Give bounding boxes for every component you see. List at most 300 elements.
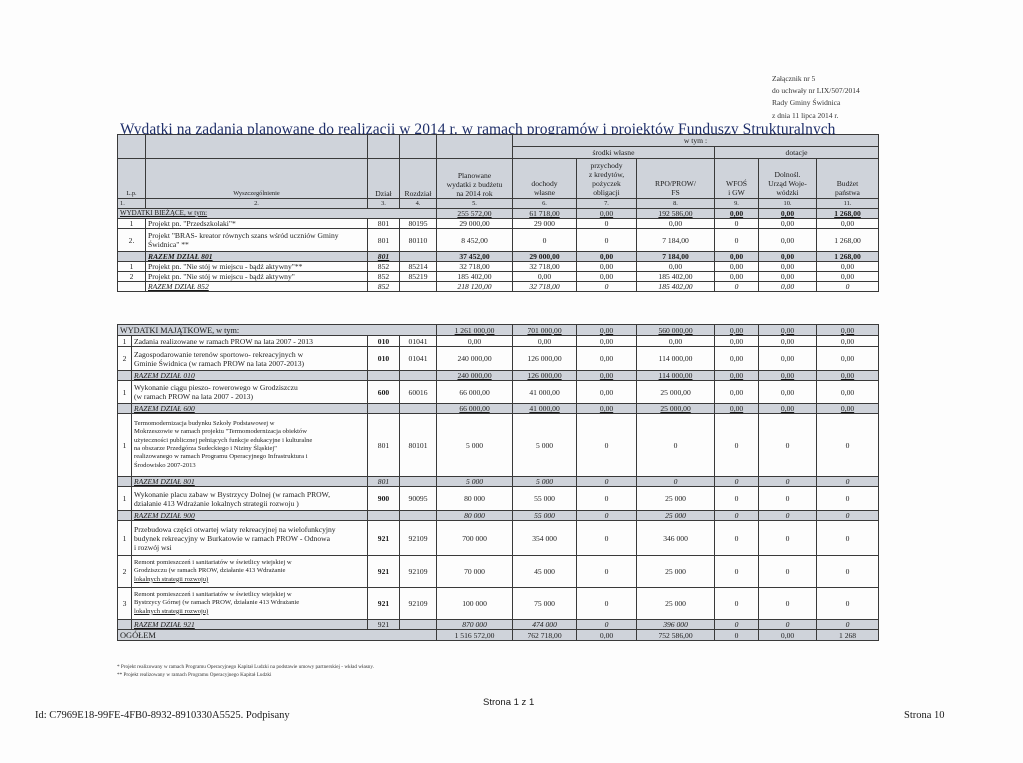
row-dzial: 921 xyxy=(368,620,400,630)
cell-value: 0 xyxy=(715,556,759,588)
row-name: Zadania realizowane w ramach PROW na lata 2007 - 2013 xyxy=(132,336,368,347)
row-name-line: Przebudowa części otwartej wiaty rekreacyjnej na wielofunkcyjny xyxy=(134,524,336,534)
cell-value: 0 xyxy=(577,487,637,511)
grand-total-row xyxy=(118,630,879,641)
cell-value: 0,00 xyxy=(817,272,879,282)
cell-value: 114 000,00 xyxy=(637,371,715,381)
cell-value: 61 718,00 xyxy=(513,209,577,219)
cell-value: 0 xyxy=(715,487,759,511)
row-rozdzial: 80195 xyxy=(400,219,437,229)
row-name-line: Remont pomieszczeń i sanitariatów w świetlicy wiejskiej w xyxy=(134,590,292,598)
cell-value: 701 000,00 xyxy=(513,325,577,336)
cell-value: 0,00 xyxy=(637,219,715,229)
header-w-tym: w tym : xyxy=(513,135,879,147)
cell-value: 126 000,00 xyxy=(513,347,577,371)
row-rozdzial: 85214 xyxy=(400,262,437,272)
row-name xyxy=(132,414,368,477)
cell-value: 32 718,00 xyxy=(437,262,513,272)
row-name-line: użyteczności publicznej pełniących funkcje edukacyjne i kulturalne xyxy=(134,436,313,444)
row-rozdzial: 01041 xyxy=(400,336,437,347)
row-lp: 1 xyxy=(118,381,132,404)
header-text: wydatki z budżetu xyxy=(446,180,503,189)
cell-value: 55 000 xyxy=(513,511,577,521)
cell-value: 0,00 xyxy=(759,325,817,336)
row-name-line: i rozwój wsi xyxy=(134,542,172,552)
header-text: przychody xyxy=(590,160,623,170)
col-num: 11. xyxy=(817,199,879,209)
cell-value: 1 268 xyxy=(817,630,879,641)
cell-value: 0,00 xyxy=(817,336,879,347)
row-name xyxy=(132,556,368,588)
row-name: Projekt pn. "Przedszkolaki"* xyxy=(146,219,368,229)
row-name: Projekt "BRAS- kreator równych szans wśród uczniów Gminy Świdnica" ** xyxy=(146,229,368,252)
attachment-line: z dnia 11 lipca 2014 r. xyxy=(772,110,839,120)
row-name xyxy=(132,521,368,556)
cell-value: 0,00 xyxy=(715,371,759,381)
cell-value: 0 xyxy=(715,477,759,487)
table-row xyxy=(118,381,879,404)
row-lp: 1 xyxy=(118,487,132,511)
cell-value: 0,00 xyxy=(759,262,817,272)
footnote: ** Projekt realizowany w ramach Programu Operacyjnego Kapitał Ludzki xyxy=(117,671,272,678)
current-expenditures-table xyxy=(117,134,879,292)
cell-value: 0 xyxy=(577,511,637,521)
cell-value: 0,00 xyxy=(715,252,759,262)
header-text: FS xyxy=(671,187,680,197)
header-srodki-wlasne: środki własne xyxy=(513,147,715,159)
table-row xyxy=(118,272,879,282)
row-lp: 1 xyxy=(118,336,132,347)
cell-value: 25 000 xyxy=(637,556,715,588)
header-rpo xyxy=(637,159,715,199)
row-lp: 2 xyxy=(118,556,132,588)
cell-value: 0,00 xyxy=(715,347,759,371)
header-text: RPO/PROW/ xyxy=(655,178,696,188)
cell-value: 0 xyxy=(577,521,637,556)
section-heading: WYDATKI MAJĄTKOWE, w tym: xyxy=(118,325,437,336)
row-name: Projekt pn. "Nie stój w miejscu - bądź aktywny" xyxy=(146,272,368,282)
capital-expenditures-table xyxy=(117,324,879,641)
cell-value: 0 xyxy=(637,477,715,487)
cell-value: 192 586,00 xyxy=(637,209,715,219)
document-title: Wydatki na zadania planowane do realizacji w 2014 r. w ramach programów i projektów Funduszy Strukturalnych xyxy=(120,121,836,138)
cell-value: 0 xyxy=(817,556,879,588)
section-heading: WYDATKI BIEŻĄCE, w tym: xyxy=(118,209,437,219)
cell-value: 0 xyxy=(759,477,817,487)
cell-value: 70 000 xyxy=(437,556,513,588)
col-num: 6. xyxy=(513,199,577,209)
cell-value: 41 000,00 xyxy=(513,404,577,414)
cell-value: 396 000 xyxy=(637,620,715,630)
row-lp: 1 xyxy=(118,219,146,229)
row-name-line: Wykonanie placu zabaw w Bystrzycy Dolnej (w ramach PROW, xyxy=(134,489,331,499)
cell-value: 0,00 xyxy=(577,371,637,381)
cell-value: 0 xyxy=(577,588,637,620)
row-dzial: 900 xyxy=(368,487,400,511)
cell-value: 0 xyxy=(715,620,759,630)
attachment-line: Załącznik nr 5 xyxy=(772,74,816,83)
header-budzet xyxy=(817,159,879,199)
col-num: 10. xyxy=(759,199,817,209)
cell-value: 45 000 xyxy=(513,556,577,588)
table-row xyxy=(118,414,879,477)
row-rozdzial: 01041 xyxy=(400,347,437,371)
footnotes xyxy=(117,664,374,679)
subtotal-row xyxy=(118,371,879,381)
cell-value: 1 261 000,00 xyxy=(437,325,513,336)
cell-value: 255 572,00 xyxy=(437,209,513,219)
cell-value: 240 000,00 xyxy=(437,347,513,371)
subtotal-label: RAZEM DZIAŁ 921 xyxy=(132,620,368,630)
row-dzial: 801 xyxy=(368,252,400,262)
header-dolnosl xyxy=(759,159,817,199)
cell-value: 0,00 xyxy=(817,325,879,336)
cell-value: 0,00 xyxy=(759,219,817,229)
row-rozdzial: 92109 xyxy=(400,521,437,556)
row-dzial: 600 xyxy=(368,381,400,404)
subtotal-label: RAZEM DZIAŁ 010 xyxy=(132,371,368,381)
cell-value: 0 xyxy=(577,477,637,487)
cell-value: 5 000 xyxy=(437,414,513,477)
row-rozdzial: 92109 xyxy=(400,556,437,588)
row-rozdzial: 92109 xyxy=(400,588,437,620)
cell-value: 66 000,00 xyxy=(437,404,513,414)
cell-value: 0 xyxy=(513,229,577,252)
cell-value: 0 xyxy=(577,282,637,292)
header-wfos xyxy=(715,159,759,199)
cell-value: 7 184,00 xyxy=(637,252,715,262)
cell-value: 5 000 xyxy=(513,414,577,477)
row-dzial: 801 xyxy=(368,414,400,477)
row-name-line: realizowanego w ramach Programu Operacyjnego Infrastruktura i xyxy=(134,453,308,461)
footnote: * Projekt realizowany w ramach Programu Operacyjnego Kapitał Ludzki na podstawie umowy partnerskiej - wkład własny. xyxy=(117,664,374,670)
cell-value: 0,00 xyxy=(817,404,879,414)
cell-value: 1 516 572,00 xyxy=(437,630,513,641)
row-dzial: 921 xyxy=(368,521,400,556)
cell-value: 114 000,00 xyxy=(637,347,715,371)
header-text: własne xyxy=(533,187,556,197)
cell-value: 0,00 xyxy=(759,272,817,282)
row-lp: 2 xyxy=(118,347,132,371)
row-dzial: 010 xyxy=(368,347,400,371)
row-lp: 2 xyxy=(118,272,146,282)
cell-value: 25 000 xyxy=(637,511,715,521)
row-name-line: Środowisko 2007-2013 xyxy=(134,461,196,469)
cell-value: 0,00 xyxy=(577,404,637,414)
column-number-row xyxy=(118,199,879,209)
cell-value: 25 000 xyxy=(637,487,715,511)
cell-value: 0 xyxy=(759,511,817,521)
row-name xyxy=(132,347,368,371)
table-row xyxy=(118,219,879,229)
col-num: 4. xyxy=(400,199,437,209)
cell-value: 185 402,00 xyxy=(437,272,513,282)
cell-value: 0 xyxy=(577,556,637,588)
cell-value: 29 000 xyxy=(513,219,577,229)
table-row xyxy=(118,588,879,620)
row-dzial: 801 xyxy=(368,219,400,229)
cell-value: 0,00 xyxy=(577,325,637,336)
col-num: 3. xyxy=(368,199,400,209)
row-name xyxy=(132,487,368,511)
cell-value: 1 268,00 xyxy=(817,209,879,219)
cell-value: 0,00 xyxy=(759,630,817,641)
row-name-line: budynek rekreacyjny w Burkatowie w ramach PROW - Odnowa xyxy=(134,533,330,543)
cell-value: 0,00 xyxy=(817,371,879,381)
header-row xyxy=(118,135,879,147)
cell-value: 0 xyxy=(577,229,637,252)
cell-value: 0,00 xyxy=(513,336,577,347)
row-dzial: 852 xyxy=(368,272,400,282)
cell-value: 0 xyxy=(577,620,637,630)
cell-value: 29 000,00 xyxy=(513,252,577,262)
table-row xyxy=(118,556,879,588)
cell-value: 0,00 xyxy=(759,252,817,262)
cell-value: 0 xyxy=(759,556,817,588)
cell-value: 0,00 xyxy=(715,336,759,347)
row-name: Projekt pn. "Nie stój w miejscu - bądź aktywny"** xyxy=(146,262,368,272)
cell-value: 5 000 xyxy=(513,477,577,487)
cell-value: 32 718,00 xyxy=(513,262,577,272)
header-dzial: Dział xyxy=(368,159,400,199)
header-text: z kredytów, xyxy=(588,169,625,179)
cell-value: 185 402,00 xyxy=(637,282,715,292)
document-id: Id: C7969E18-99FE-4FB0-8932-8910330A5525. Podpisany xyxy=(35,710,290,721)
row-name-line: Termomodernizacja budynku Szkoły Podstawowej w xyxy=(134,419,275,427)
col-num: 2. xyxy=(146,199,368,209)
cell-value: 0,00 xyxy=(577,252,637,262)
cell-value: 7 184,00 xyxy=(637,229,715,252)
cell-value: 0,00 xyxy=(715,209,759,219)
header-text: Budżet xyxy=(836,178,859,188)
cell-value: 25 000 xyxy=(637,588,715,620)
cell-value: 0 xyxy=(715,282,759,292)
subtotal-row xyxy=(118,620,879,630)
cell-value: 80 000 xyxy=(437,487,513,511)
cell-value: 0,00 xyxy=(715,262,759,272)
cell-value: 0 xyxy=(759,620,817,630)
attachment-note xyxy=(772,73,860,122)
cell-value: 0,00 xyxy=(817,262,879,272)
cell-value: 0,00 xyxy=(577,347,637,371)
table-row xyxy=(118,336,879,347)
cell-value: 0,00 xyxy=(637,336,715,347)
row-name-line: lokalnych strategii rozwoju) xyxy=(134,575,209,583)
row-name-line: na obszarze Przedgórza Sudeckiego i Niziny Śląskiej" xyxy=(134,445,277,452)
cell-value: 0,00 xyxy=(759,404,817,414)
row-dzial: 921 xyxy=(368,588,400,620)
cell-value: 0 xyxy=(715,588,759,620)
row-dzial: 801 xyxy=(368,229,400,252)
header-text: pożyczek xyxy=(592,178,621,188)
cell-value: 0 xyxy=(715,219,759,229)
col-num: 9. xyxy=(715,199,759,209)
header-text: i GW xyxy=(728,187,745,197)
subtotal-row xyxy=(118,282,879,292)
col-num: 8. xyxy=(637,199,715,209)
cell-value: 0,00 xyxy=(759,282,817,292)
col-num: 1. xyxy=(118,199,146,209)
cell-value: 0 xyxy=(715,630,759,641)
cell-value: 1 268,00 xyxy=(817,252,879,262)
cell-value: 0 xyxy=(817,588,879,620)
cell-value: 0 xyxy=(817,487,879,511)
header-lp: L.p. xyxy=(118,159,146,199)
cell-value: 185 402,00 xyxy=(637,272,715,282)
cell-value: 0,00 xyxy=(759,229,817,252)
row-lp: 1 xyxy=(118,521,132,556)
cell-value: 218 120,00 xyxy=(437,282,513,292)
subtotal-label: RAZEM DZIAŁ 600 xyxy=(132,404,368,414)
cell-value: 41 000,00 xyxy=(513,381,577,404)
cell-value: 66 000,00 xyxy=(437,381,513,404)
cell-value: 55 000 xyxy=(513,487,577,511)
row-rozdzial: 90095 xyxy=(400,487,437,511)
section-heading-row xyxy=(118,209,879,219)
table-row xyxy=(118,521,879,556)
cell-value: 0,00 xyxy=(637,262,715,272)
cell-value: 32 718,00 xyxy=(513,282,577,292)
cell-value: 0,00 xyxy=(715,404,759,414)
row-name-line: Mokrzeszowie w ramach projektu "Termomodernizacja obiektów xyxy=(134,428,308,436)
attachment-line: do uchwały nr LIX/507/2014 xyxy=(772,86,860,96)
cell-value: 474 000 xyxy=(513,620,577,630)
cell-value: 0 xyxy=(715,521,759,556)
header-dochody xyxy=(513,159,577,199)
row-name-line: Bystrzycy Górnej (w ramach PROW, działanie 413 Wdrażanie xyxy=(134,599,300,607)
cell-value: 0 xyxy=(759,414,817,477)
row-name-line: działanie 413 Wdrażanie lokalnych strategii rozwoju ) xyxy=(134,498,299,508)
row-dzial: 801 xyxy=(368,477,400,487)
row-name-line: lokalnych strategii rozwoju) xyxy=(134,607,209,615)
row-lp: 3 xyxy=(118,588,132,620)
row-rozdzial: 60016 xyxy=(400,381,437,404)
header-rozdzial: Rozdział xyxy=(400,159,437,199)
row-rozdzial: 80110 xyxy=(400,229,437,252)
cell-value: 100 000 xyxy=(437,588,513,620)
cell-value: 25 000,00 xyxy=(637,404,715,414)
cell-value: 0,00 xyxy=(759,209,817,219)
row-name xyxy=(132,381,368,404)
cell-value: 762 718,00 xyxy=(513,630,577,641)
cell-value: 0,00 xyxy=(817,347,879,371)
table-row xyxy=(118,229,879,252)
cell-value: 0,00 xyxy=(577,336,637,347)
header-planowane xyxy=(437,159,513,199)
cell-value: 354 000 xyxy=(513,521,577,556)
cell-value: 29 000,00 xyxy=(437,219,513,229)
subtotal-row xyxy=(118,404,879,414)
header-wyszczegolnienie: Wyszczególnienie xyxy=(146,159,368,199)
cell-value: 0,00 xyxy=(759,381,817,404)
header-text: Dolnośl. xyxy=(774,169,801,179)
row-dzial: 852 xyxy=(368,282,400,292)
cell-value: 0 xyxy=(715,511,759,521)
cell-value: 25 000,00 xyxy=(637,381,715,404)
header-text: obligacji xyxy=(593,187,620,197)
header-text: państwa xyxy=(835,187,860,197)
header-text: na 2014 rok xyxy=(456,189,493,198)
row-rozdzial: 80101 xyxy=(400,414,437,477)
subtotal-row xyxy=(118,477,879,487)
cell-value: 0,00 xyxy=(759,336,817,347)
header-dotacje: dotacje xyxy=(715,147,879,159)
cell-value: 37 452,00 xyxy=(437,252,513,262)
cell-value: 0,00 xyxy=(577,381,637,404)
subtotal-row xyxy=(118,252,879,262)
cell-value: 0 xyxy=(759,521,817,556)
cell-value: 0 xyxy=(759,487,817,511)
attachment-line: Rady Gminy Świdnica xyxy=(772,98,841,108)
cell-value: 1 268,00 xyxy=(817,229,879,252)
row-lp: 1 xyxy=(118,414,132,477)
row-name-line: Wykonanie ciągu pieszo- rowerowego w Grodziszczu xyxy=(134,383,298,392)
table-row xyxy=(118,487,879,511)
col-num: 7. xyxy=(577,199,637,209)
subtotal-label: RAZEM DZIAŁ 801 xyxy=(132,477,368,487)
cell-value: 240 000,00 xyxy=(437,371,513,381)
cell-value: 0 xyxy=(817,282,879,292)
cell-value: 80 000 xyxy=(437,511,513,521)
cell-value: 0 xyxy=(715,414,759,477)
cell-value: 126 000,00 xyxy=(513,371,577,381)
cell-value: 0 xyxy=(759,588,817,620)
row-lp: 1 xyxy=(118,262,146,272)
row-name-line: Remont pomieszczeń i sanitariatów w świetlicy wiejskiej w xyxy=(134,558,292,566)
cell-value: 0,00 xyxy=(715,272,759,282)
cell-value: 5 000 xyxy=(437,477,513,487)
row-rozdzial: 85219 xyxy=(400,272,437,282)
cell-value: 0 xyxy=(817,414,879,477)
cell-value: 0,00 xyxy=(577,630,637,641)
cell-value: 0 xyxy=(817,511,879,521)
cell-value: 8 452,00 xyxy=(437,229,513,252)
cell-value: 75 000 xyxy=(513,588,577,620)
cell-value: 0,00 xyxy=(577,262,637,272)
row-name-line: Grodziszczu (w ramach PROW, działanie 413 Wdrażanie xyxy=(134,567,286,575)
cell-value: 560 000,00 xyxy=(637,325,715,336)
table-row xyxy=(118,262,879,272)
cell-value: 0,00 xyxy=(715,381,759,404)
cell-value: 0 xyxy=(715,229,759,252)
header-text: dochody xyxy=(531,178,558,188)
table-row xyxy=(118,347,879,371)
row-name xyxy=(132,588,368,620)
cell-value: 0,00 xyxy=(715,325,759,336)
cell-value: 752 586,00 xyxy=(637,630,715,641)
cell-value: 0,00 xyxy=(817,381,879,404)
cell-value: 0,00 xyxy=(437,336,513,347)
header-przychody xyxy=(577,159,637,199)
header-text: Planowane xyxy=(457,171,492,180)
cell-value: 0,00 xyxy=(759,347,817,371)
cell-value: 700 000 xyxy=(437,521,513,556)
sheet-number: Strona 10 xyxy=(904,710,945,721)
subtotal-label: RAZEM DZIAŁ 852 xyxy=(146,282,368,292)
cell-value: 0 xyxy=(577,414,637,477)
row-name-line: (w ramach PROW na lata 2007 - 2013) xyxy=(134,392,254,401)
cell-value: 0,00 xyxy=(513,272,577,282)
cell-value: 0,00 xyxy=(759,371,817,381)
cell-value: 0 xyxy=(817,477,879,487)
cell-value: 346 000 xyxy=(637,521,715,556)
row-lp: 2. xyxy=(118,229,146,252)
subtotal-label: RAZEM DZIAŁ 801 xyxy=(146,252,368,262)
subtotal-label: RAZEM DZIAŁ 900 xyxy=(132,511,368,521)
subtotal-row xyxy=(118,511,879,521)
cell-value: 870 000 xyxy=(437,620,513,630)
grand-total-label: OGÓŁEM xyxy=(118,630,437,641)
